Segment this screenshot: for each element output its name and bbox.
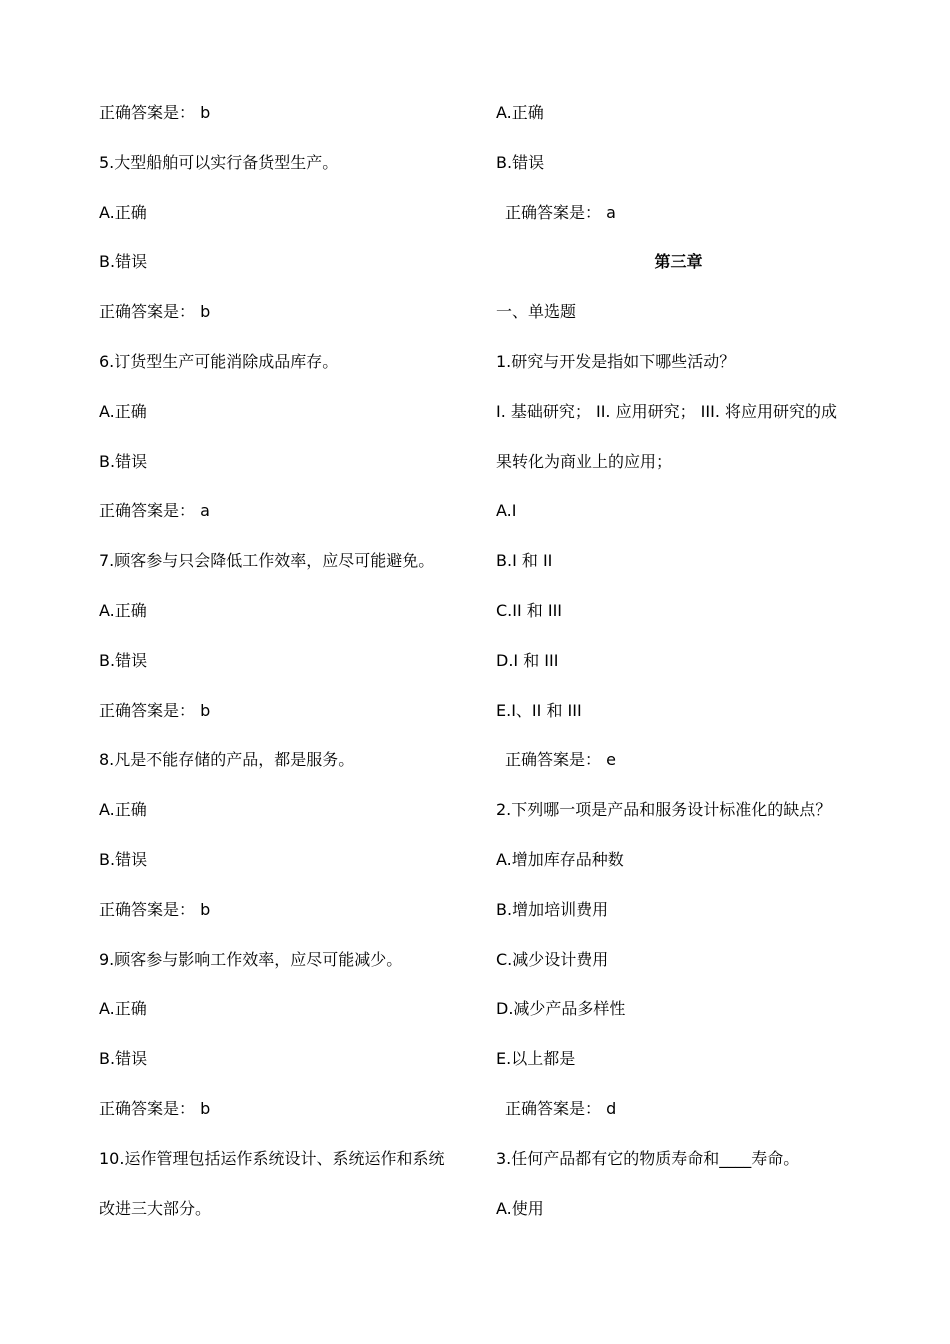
- option-b: B.错误: [99, 849, 148, 869]
- option-c: C.减少设计费用: [496, 949, 609, 969]
- option-d: D.I 和 III: [496, 650, 559, 670]
- question-text-continued: 果转化为商业上的应用；: [496, 451, 673, 471]
- option-b: B.增加培训费用: [496, 899, 609, 919]
- question-text: 9.顾客参与影响工作效率，应尽可能减少。: [99, 949, 403, 969]
- answer-line: 正确答案是： b: [99, 302, 211, 322]
- question-text: 1.研究与开发是指如下哪些活动？: [496, 351, 736, 371]
- question-text: 8.凡是不能存储的产品，都是服务。: [99, 750, 355, 770]
- option-e: E.以上都是: [496, 1049, 576, 1069]
- question-text: 5.大型船舶可以实行备货型生产。: [99, 152, 339, 172]
- option-c: C.II 和 III: [496, 600, 563, 620]
- question-text: 7.顾客参与只会降低工作效率，应尽可能避免。: [99, 551, 435, 571]
- option-a: A.正确: [99, 401, 147, 421]
- option-b: B.错误: [99, 252, 148, 272]
- answer-line: 正确答案是： b: [99, 1098, 211, 1118]
- question-text: 10.运作管理包括运作系统设计、系统运作和系统: [99, 1148, 445, 1168]
- answer-line: 正确答案是： d: [505, 1098, 617, 1118]
- option-b: B.错误: [99, 1049, 148, 1069]
- option-a: A.正确: [99, 800, 147, 820]
- question-text-continued: 改进三大部分。: [99, 1198, 212, 1218]
- option-a: A.使用: [496, 1198, 544, 1218]
- option-b: B.错误: [496, 152, 545, 172]
- option-a: A.正确: [496, 103, 544, 122]
- answer-line: 正确答案是： b: [99, 103, 211, 122]
- option-b: B.错误: [99, 451, 148, 471]
- right-column: [496, 100, 871, 1245]
- answer-line: 正确答案是： b: [99, 700, 211, 720]
- answer-line: 正确答案是： a: [99, 501, 210, 521]
- option-b: B.I 和 II: [496, 551, 553, 571]
- question-text: I. 基础研究； II. 应用研究； III. 将应用研究的成: [496, 401, 838, 421]
- option-b: B.错误: [99, 650, 148, 670]
- question-text: 6.订货型生产可能消除成品库存。: [99, 351, 339, 371]
- section-heading: 一、单选题: [496, 302, 577, 322]
- option-a: A.正确: [99, 999, 147, 1019]
- answer-line: 正确答案是： e: [505, 750, 616, 770]
- chapter-heading: 第三章: [654, 252, 703, 272]
- question-text: 3.任何产品都有它的物质寿命和____寿命。: [496, 1148, 800, 1168]
- option-a: A.正确: [99, 202, 147, 222]
- option-d: D.减少产品多样性: [496, 999, 626, 1019]
- left-column: [99, 100, 474, 1245]
- question-text: 2.下列哪一项是产品和服务设计标准化的缺点？: [496, 800, 832, 820]
- option-a: A.正确: [99, 600, 147, 620]
- option-e: E.I、II 和 III: [496, 700, 582, 720]
- option-a: A.I: [496, 501, 517, 521]
- answer-line: 正确答案是： b: [99, 899, 211, 919]
- answer-line: 正确答案是： a: [505, 202, 616, 222]
- option-a: A.增加库存品种数: [496, 849, 624, 869]
